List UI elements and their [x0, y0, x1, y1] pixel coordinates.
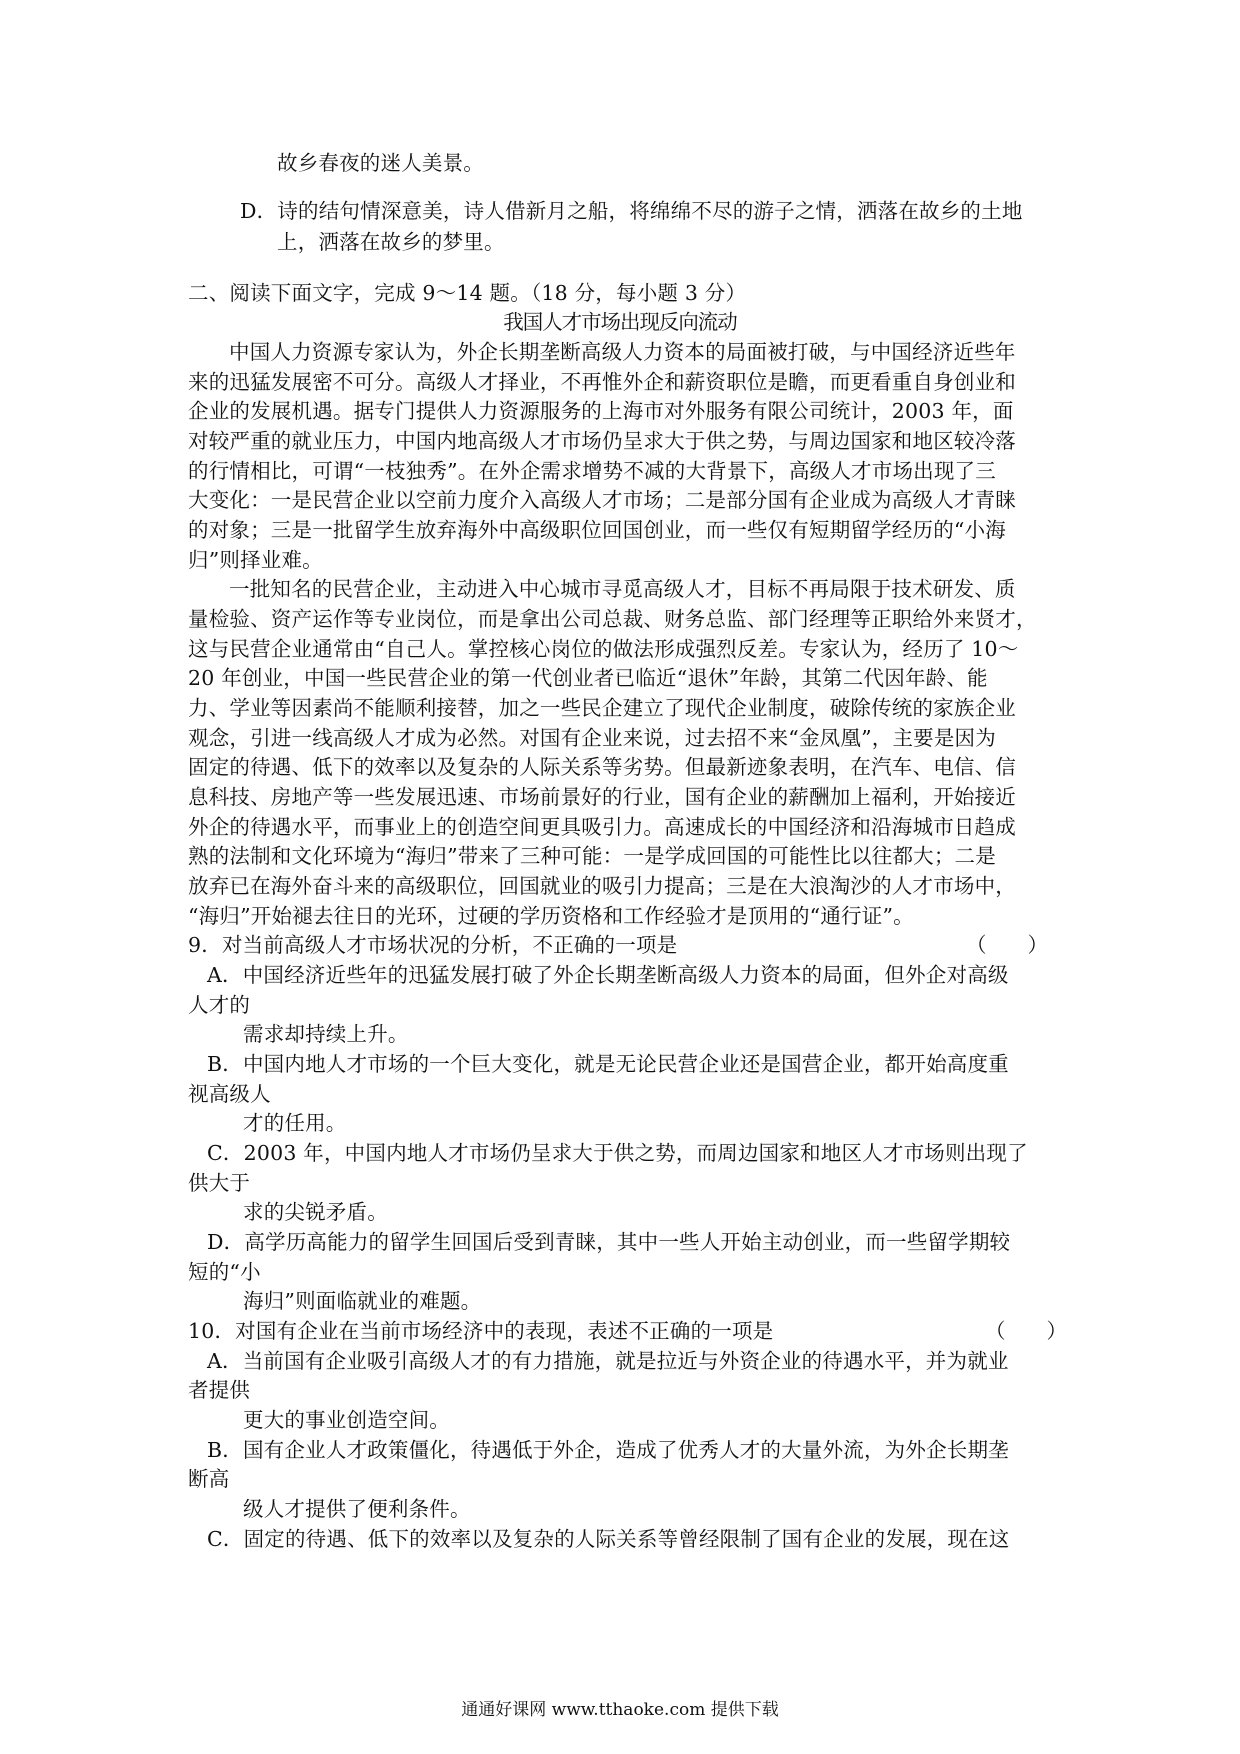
question-10-option-a-cont: 更大的事业创造空间。 — [243, 1408, 450, 1432]
question-10-option-c: C．固定的待遇、低下的效率以及复杂的人际关系等曾经限制了国有企业的发展，现在这 — [207, 1527, 1010, 1551]
passage-line: 力、学业等因素尚不能顺利接替，加之一些民企建立了现代企业制度，破除传统的家族企业 — [188, 696, 1016, 720]
question-9-answer-blank: （ ） — [966, 933, 1048, 957]
passage-line: 一批知名的民营企业，主动进入中心城市寻觅高级人才，目标不再局限于技术研发、质 — [229, 577, 1016, 601]
question-9-option-a-cont: 需求却持续上升。 — [243, 1022, 409, 1046]
question-9-option-c: C．2003 年，中国内地人才市场仍呈求大于供之势，而周边国家和地区人才市场则出现了 — [207, 1141, 1028, 1165]
passage-line: 中国人力资源专家认为，外企长期垄断高级人力资本的局面被打破，与中国经济近些年 — [229, 340, 1016, 364]
question-9-option-d-cont: 海归”则面临就业的难题。 — [243, 1289, 482, 1313]
prev-option-d-line2: 上，洒落在故乡的梦里。 — [277, 230, 505, 254]
section-heading: 二、阅读下面文字，完成 9～14 题。（18 分，每小题 3 分） — [188, 281, 747, 305]
question-9-option-d-wrap: 短的“小 — [188, 1260, 261, 1284]
passage-line: 这与民营企业通常由“自己人。掌控核心岗位的做法形成强烈反差。专家认为，经历了 10～ — [188, 637, 1019, 661]
question-9-option-b-wrap: 视高级人 — [188, 1082, 271, 1106]
passage-line: 固定的待遇、低下的效率以及复杂的人际关系等劣势。但最新迹象表明，在汽车、电信、信 — [188, 755, 1016, 779]
passage-line: 观念，引进一线高级人才成为必然。对国有企业来说，过去招不来“金凤凰”，主要是因为 — [188, 726, 996, 750]
question-9-option-a-wrap: 人才的 — [188, 993, 251, 1017]
passage-line: 对较严重的就业压力，中国内地高级人才市场仍呈求大于供之势，与周边国家和地区较冷落 — [188, 429, 1016, 453]
passage-line: 的行情相比，可谓“一枝独秀”。在外企需求增势不减的大背景下，高级人才市场出现了三 — [188, 459, 996, 483]
passage-line: 来的迅猛发展密不可分。高级人才择业，不再惟外企和薪资职位是瞻，而更看重自身创业和 — [188, 370, 1016, 394]
passage-line: 企业的发展机遇。据专门提供人力资源服务的上海市对外服务有限公司统计，2003 年，面 — [188, 399, 1014, 423]
passage-line: 熟的法制和文化环境为“海归”带来了三种可能：一是学成回国的可能性比以往都大；二是 — [188, 844, 996, 868]
question-10-option-b: B．国有企业人才政策僵化，待遇低于外企，造成了优秀人才的大量外流，为外企长期垄 — [207, 1438, 1009, 1462]
question-9-option-c-cont: 求的尖锐矛盾。 — [243, 1200, 388, 1224]
passage-line: 息科技、房地产等一些发展迅速、市场前景好的行业，国有企业的薪酬加上福利，开始接近 — [188, 785, 1016, 809]
question-9-option-b: B．中国内地人才市场的一个巨大变化，就是无论民营企业还是国营企业，都开始高度重 — [207, 1052, 1009, 1076]
passage-line: 外企的待遇水平，而事业上的创造空间更具吸引力。高速成长的中国经济和沿海城市日趋成 — [188, 815, 1016, 839]
question-10-answer-blank: （ ） — [985, 1319, 1067, 1343]
question-9-option-a: A．中国经济近些年的迅猛发展打破了外企长期垄断高级人力资本的局面，但外企对高级 — [207, 963, 1009, 987]
passage-line: 放弃已在海外奋斗来的高级职位，回国就业的吸引力提高；三是在大浪淘沙的人才市场中， — [188, 874, 1016, 898]
passage-line: 20 年创业，中国一些民营企业的第一代创业者已临近“退休”年龄，其第二代因年龄、能 — [188, 666, 988, 690]
passage-line: “海归”开始褪去往日的光环，过硬的学历资格和工作经验才是顶用的“通行证”。 — [188, 904, 914, 928]
passage-title: 我国人才市场出现反向流动 — [503, 310, 737, 334]
question-10-option-b-cont: 级人才提供了便利条件。 — [243, 1497, 471, 1521]
passage-line: 大变化：一是民营企业以空前力度介入高级人才市场；二是部分国有企业成为高级人才青睐 — [188, 488, 1016, 512]
page-footer: 通通好课网 www.tthaoke.com 提供下载 — [461, 1700, 779, 1720]
question-9-stem: 9．对当前高级人才市场状况的分析，不正确的一项是 — [188, 933, 678, 957]
question-10-option-a: A．当前国有企业吸引高级人才的有力措施，就是拉近与外资企业的待遇水平，并为就业 — [207, 1349, 1009, 1373]
passage-line: 的对象；三是一批留学生放弃海外中高级职位回国创业，而一些仅有短期留学经历的“小海 — [188, 518, 1006, 542]
question-10-option-b-wrap: 断高 — [188, 1467, 230, 1491]
question-10-stem: 10．对国有企业在当前市场经济中的表现，表述不正确的一项是 — [188, 1319, 774, 1343]
question-9-option-b-cont: 才的任用。 — [243, 1111, 347, 1135]
question-9-option-d: D．高学历高能力的留学生回国后受到青睐，其中一些人开始主动创业，而一些留学期较 — [207, 1230, 1011, 1254]
passage-line: 归”则择业难。 — [188, 548, 323, 572]
prev-option-c-continuation: 故乡春夜的迷人美景。 — [277, 151, 484, 175]
prev-option-d-line1: D．诗的结句情深意美，诗人借新月之船，将绵绵不尽的游子之情，洒落在故乡的土地 — [240, 199, 1023, 223]
question-9-option-c-wrap: 供大于 — [188, 1171, 251, 1195]
passage-line: 量检验、资产运作等专业岗位，而是拿出公司总裁、财务总监、部门经理等正职给外来贤才， — [188, 607, 1037, 631]
question-10-option-a-wrap: 者提供 — [188, 1378, 251, 1402]
